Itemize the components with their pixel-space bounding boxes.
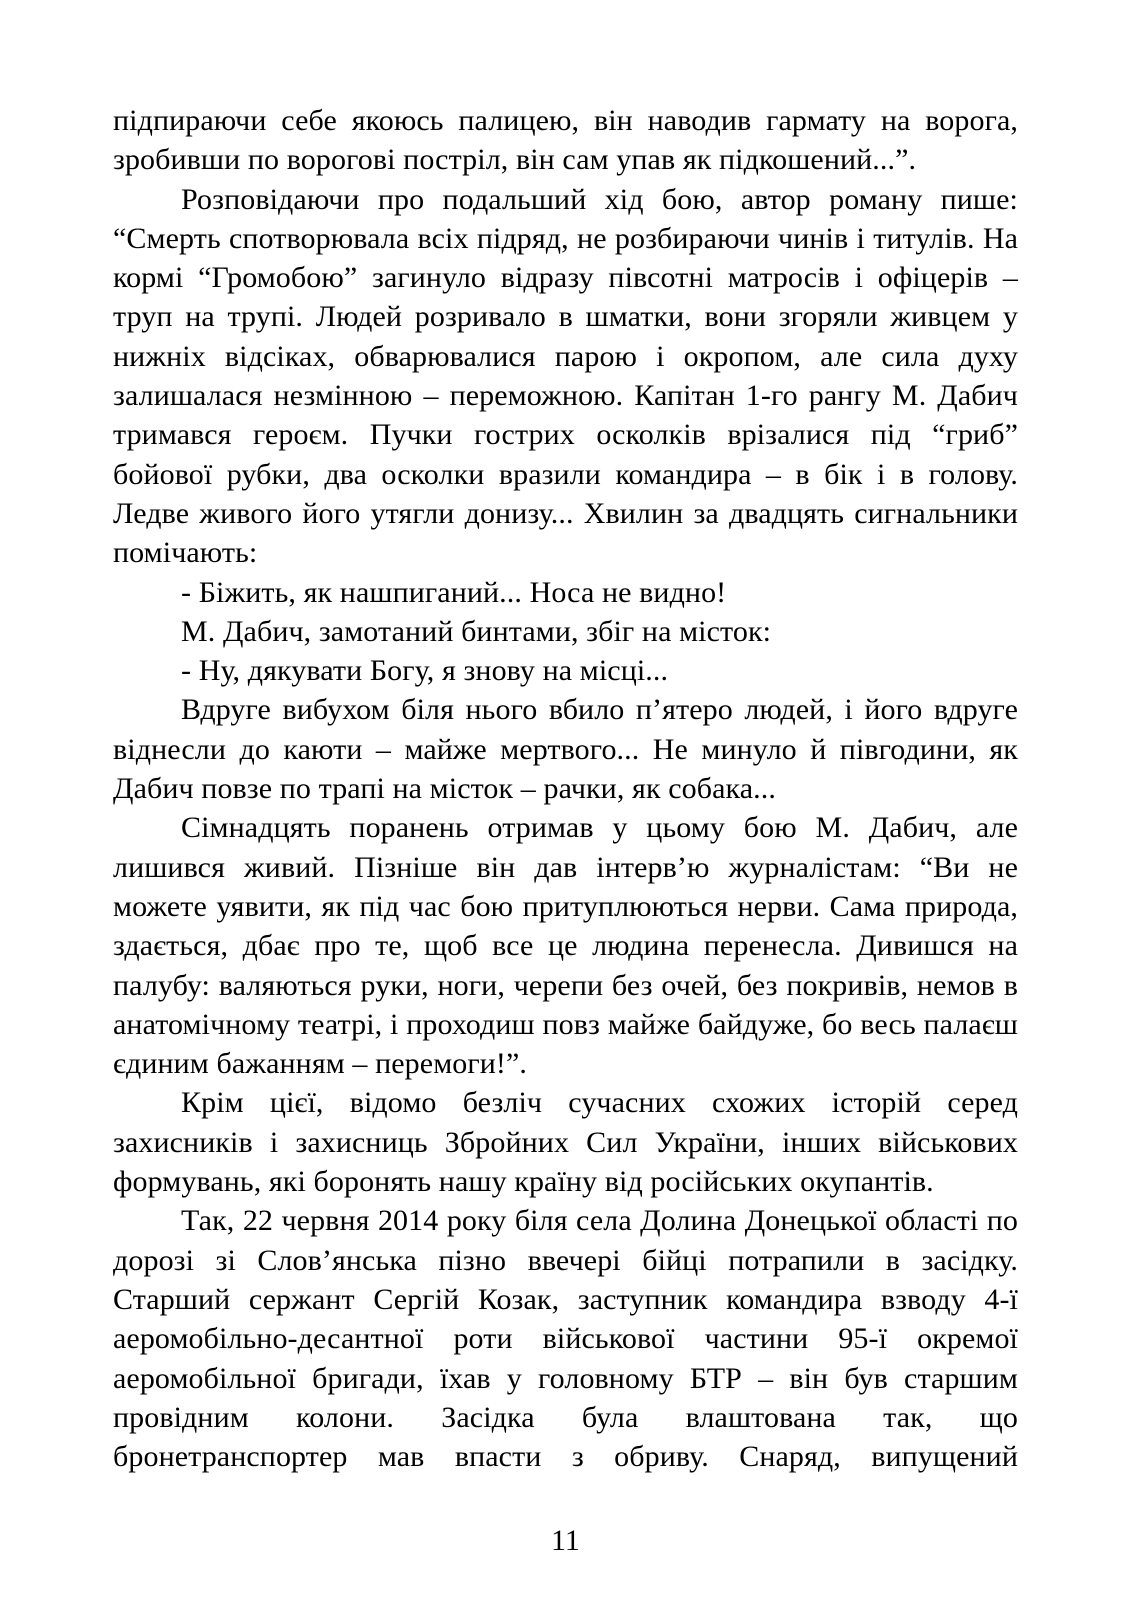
paragraph-continuation: підпираючи себе якоюсь палицею, він наводив гармату на ворога, зробивши по ворогові постріл, він сам упав як підкошений...”. [113,104,1018,177]
dialogue-line: - Біжить, як нашпиганий... Носа не видно! [181,575,727,609]
text-block [113,101,1018,1476]
paragraph: М. Дабич, замотаний бинтами, збіг на місток: [181,614,772,648]
paragraph: Сімнадцять поранень отримав у цьому бою М. Дабич, але лишився живий. Пізніше він дав інтерв’ю журналістам: “Ви не можете уявити, як під час бою притуплюються нерви. Сама природа, здається, дбає про те, щоб все це людина перенесла. Дивишся на палубу: валяються руки, ноги, черепи без очей, без покривів, немов в анатомічному театрі, і проходиш повз майже байдуже, бо весь палаєш єдиним бажанням – перемоги!”. [113,811,1018,1081]
page-number: 11 [551,1524,580,1557]
dialogue-line: - Ну, дякувати Богу, я знову на місці... [181,654,669,688]
paragraph: Так, 22 червня 2014 року біля села Долина Донецької області по дорозі зі Слов’янська пізно ввечері бійці потрапили в засідку. Старший сержант Сергій Козак, заступник командира взводу 4-ї аеромобільно-десантної роти військової частини 95-ї окремої аеромобільної бригади, їхав у головному БТР – він був старшим провідним колони. Засідка була влаштована так, що бронетранспортер мав впасти з обриву. Снаряд, випущений [113,1204,1018,1474]
paragraph: Вдруге вибухом біля нього вбило п’ятеро людей, і його вдруге віднесли до каюти – майже мертвого... Не минуло й півгодини, як Дабич повзе по трапі на місток – рачки, як собака... [113,693,1018,806]
paragraph: Крім цієї, відомо безліч сучасних схожих історій серед захисників і захисниць Збройних Сил України, інших військових формувань, які боронять нашу країну від російських окупантів. [113,1086,1018,1199]
paragraph: Розповідаючи про подальший хід бою, автор роману пише: “Смерть спотворювала всіх підряд, не розбираючи чинів і титулів. На кормі “Громобою” загинуло відразу півсотні матросів і офіцерів – труп на трупі. Людей розривало в шматки, вони згоряли живцем у нижніх відсіках, обварювалися парою і окропом, але сила духу залишалася незмінною – переможною. Капітан 1-го рангу М. Дабич тримався героєм. Пучки гострих осколків врізалися під “гриб” бойової рубки, два осколки вразили командира – в бік і в голову. Ледве живого його утягли донизу... Хвилин за двадцять сигнальники помічають: [113,182,1018,570]
